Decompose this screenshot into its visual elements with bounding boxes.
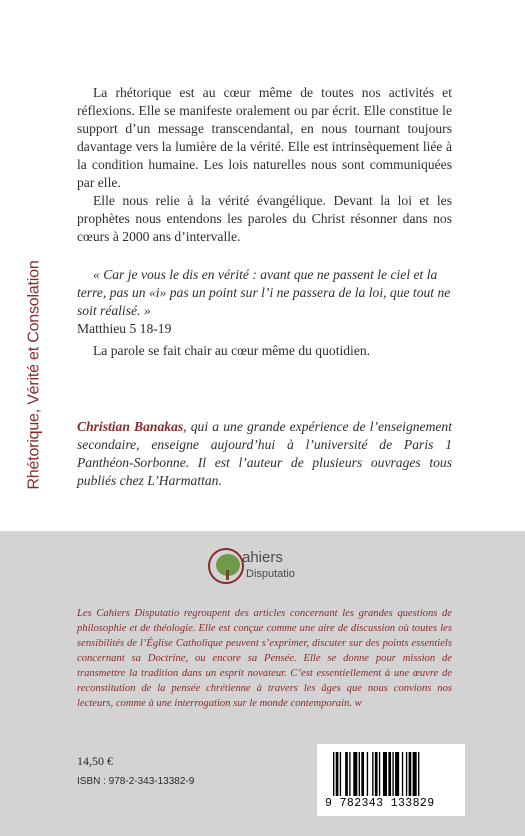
collection-text: regroupent des articles concernant les grandes questions de philosophie et de théologie. Elle est conçue comme une aire de discussion où toutes les sensibilités de l’Église Catholique peuvent s’exprimer, discuter sur des points essentiels concernant sa Doctrine, ou encore sa Pensée. Elle se donne pour mission de transmettre la tradition dans un esprit novateur. C’est essentiellement à une œuvre de reconstitution de la pensée chrétienne à travers les âges que nous convions nos lecteurs, comme à une interrogation sur le monde contemporain. w	[77, 608, 452, 709]
quote-reference: Matthieu 5 18-19	[77, 321, 172, 336]
barcode-bars	[333, 752, 455, 796]
logo-word: ahiers	[242, 549, 283, 566]
blurb-paragraph-1: La rhétorique est au cœur même de toutes nos activités et réflexions. Elle se manifeste oralement ou par écrit. Elle constitue le support d’un message transcendantal, en nous tournant toujours davantage vers la lumière de la vérité. Elle est intrinsèquement liée à la condition humaine. Les lois naturelles nous sont communiquées par elle.	[77, 85, 452, 190]
logo-subtitle: Disputatio	[246, 568, 295, 580]
price: 14,50 €	[77, 754, 113, 768]
back-cover-blurb	[77, 84, 452, 246]
spine-title	[22, 248, 48, 502]
isbn: ISBN : 978-2-343-13382-9	[77, 776, 195, 787]
quote-text: « Car je vous le dis en vérité : avant que ne passent le ciel et la terre, pas un «i» pas un point sur l’i ne passera de la loi, que tout ne soit réalisé. »	[77, 267, 451, 318]
scripture-quote	[77, 266, 452, 338]
author-bio	[77, 418, 452, 490]
barcode	[317, 744, 465, 816]
blurb-paragraph-2: Elle nous relie à la vérité évangélique. Devant la loi et les prophètes nous entendons les paroles du Christ résonner dans nos cœurs à 2000 ans d’intervalle.	[77, 193, 452, 244]
barcode-digits: 9 782343 133829	[325, 797, 435, 810]
cahiers-disputatio-logo	[206, 548, 316, 592]
spine-title-text: Rhétorique, Vérité et Consolation	[26, 260, 44, 490]
tree-trunk-icon	[226, 570, 229, 580]
author-bio-text: , qui a une grande expérience de l’enseignement secondaire, enseigne aujourd’hui à l’université de Paris 1 Panthéon-Sorbonne. Il est l’auteur de plusieurs ouvrages tous publiés chez L’Harmattan.	[77, 419, 452, 488]
closing-line: La parole se fait chair au cœur même du quotidien.	[93, 343, 371, 358]
author-name: Christian Banakas	[77, 419, 184, 434]
collection-name: Les Cahiers Disputatio	[77, 608, 180, 619]
collection-description	[77, 606, 452, 711]
